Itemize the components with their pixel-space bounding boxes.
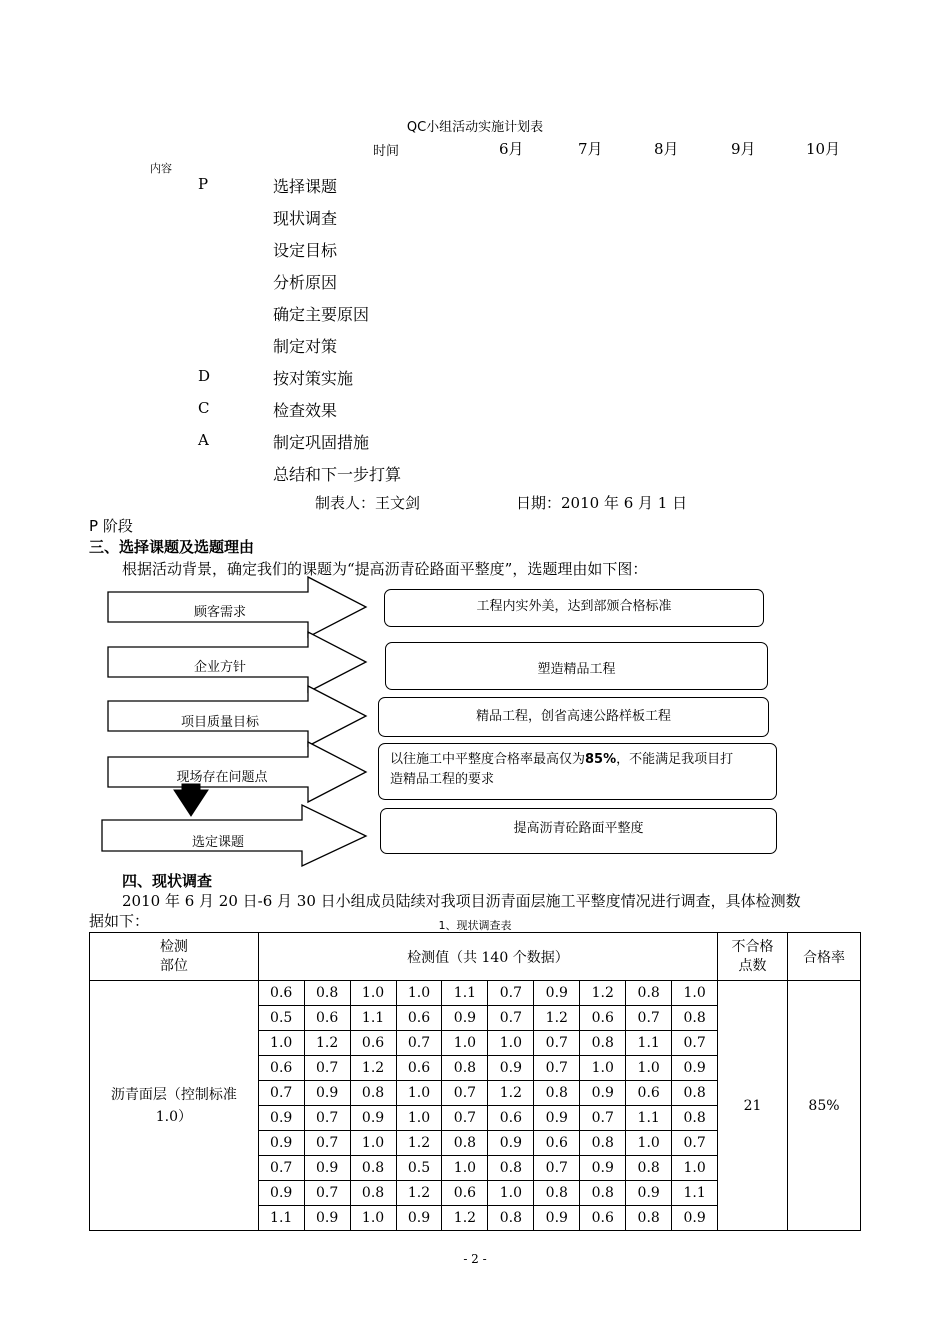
- survey-table: [89, 932, 861, 1231]
- value-cell: 0.9: [304, 1081, 350, 1106]
- value-cell: 0.8: [580, 1031, 626, 1056]
- value-cell: 0.5: [258, 1006, 304, 1031]
- value-cell: 0.9: [672, 1206, 718, 1231]
- value-cell: 0.6: [304, 1006, 350, 1031]
- value-cell: 0.7: [258, 1081, 304, 1106]
- step-8: 检查效果: [273, 401, 338, 420]
- value-cell: 0.9: [534, 1206, 580, 1231]
- section-p-heading: P 阶段: [89, 517, 133, 535]
- value-cell: 0.6: [534, 1131, 580, 1156]
- value-cell: 0.6: [488, 1106, 534, 1131]
- value-cell: 1.0: [672, 1156, 718, 1181]
- value-cell: 1.1: [626, 1106, 672, 1131]
- value-cell: 1.0: [258, 1031, 304, 1056]
- value-cell: 0.8: [350, 1181, 396, 1206]
- value-cell: 0.7: [396, 1031, 442, 1056]
- value-cell: 0.9: [258, 1181, 304, 1206]
- month-6: 6月: [499, 140, 524, 158]
- value-cell: 0.8: [534, 1081, 580, 1106]
- value-cell: 0.6: [350, 1031, 396, 1056]
- value-cell: 0.9: [258, 1131, 304, 1156]
- table-caption: 1、现状调查表: [438, 919, 512, 932]
- value-cell: 0.7: [442, 1106, 488, 1131]
- value-cell: 1.0: [626, 1131, 672, 1156]
- reason-box-3: [378, 697, 769, 737]
- arrow-label-topic: 选定课题: [191, 835, 244, 850]
- phase-c: C: [198, 399, 210, 417]
- value-cell: 0.8: [488, 1206, 534, 1231]
- step-6: 制定对策: [273, 337, 338, 356]
- value-cell: 0.7: [304, 1131, 350, 1156]
- pass-rate-cell: 85%: [787, 981, 860, 1231]
- table-header-row: [90, 933, 861, 981]
- value-cell: 0.8: [350, 1081, 396, 1106]
- value-cell: 1.0: [580, 1056, 626, 1081]
- value-cell: 0.7: [488, 1006, 534, 1031]
- value-cell: 0.7: [534, 1031, 580, 1056]
- value-cell: 0.9: [488, 1056, 534, 1081]
- value-cell: 1.0: [350, 1206, 396, 1231]
- header-pass-rate: 合格率: [787, 933, 860, 981]
- value-cell: 0.9: [304, 1206, 350, 1231]
- value-cell: 0.7: [442, 1081, 488, 1106]
- value-cell: 1.0: [396, 1106, 442, 1131]
- value-cell: 0.8: [626, 1206, 672, 1231]
- value-cell: 0.9: [534, 981, 580, 1006]
- value-cell: 0.8: [442, 1131, 488, 1156]
- value-cell: 0.6: [442, 1181, 488, 1206]
- value-cell: 0.9: [396, 1206, 442, 1231]
- value-cell: 1.2: [304, 1031, 350, 1056]
- value-cell: 0.7: [304, 1181, 350, 1206]
- step-2: 现状调查: [273, 209, 338, 228]
- value-cell: 0.8: [580, 1131, 626, 1156]
- section4-para-line1: 2010 年 6 月 20 日-6 月 30 日小组成员陆续对我项目沥青面层施工平整度情况进行调查，具体检测数: [122, 892, 801, 910]
- value-cell: 0.7: [626, 1006, 672, 1031]
- reason-box-1: [384, 589, 764, 627]
- reason-box-2-text: 塑造精品工程: [537, 662, 616, 677]
- header-values: 检测值（共 140 个数据）: [258, 933, 717, 981]
- value-cell: 0.7: [534, 1056, 580, 1081]
- value-cell: 0.8: [534, 1181, 580, 1206]
- arrow-label-quality: 项目质量目标: [180, 715, 259, 730]
- reason-box-4-line1: 以往施工中平整度合格率最高仅为85%，不能满足我项目打: [390, 752, 734, 767]
- value-cell: 0.8: [350, 1156, 396, 1181]
- value-cell: 0.8: [626, 981, 672, 1006]
- page-number: - 2 -: [463, 1252, 487, 1266]
- value-cell: 0.7: [672, 1131, 718, 1156]
- value-cell: 1.0: [626, 1056, 672, 1081]
- reason-box-4-line2: 造精品工程的要求: [390, 772, 495, 787]
- value-cell: 1.0: [442, 1031, 488, 1056]
- phase-d: D: [198, 367, 211, 385]
- section3-heading: 三、选择课题及选题理由: [89, 538, 255, 556]
- value-cell: 0.8: [304, 981, 350, 1006]
- table-row: [90, 981, 861, 1006]
- value-cell: 0.8: [442, 1056, 488, 1081]
- step-4: 分析原因: [273, 273, 338, 292]
- value-cell: 0.8: [672, 1006, 718, 1031]
- value-cell: 0.9: [304, 1156, 350, 1181]
- value-cell: 1.2: [396, 1181, 442, 1206]
- value-cell: 1.0: [350, 1131, 396, 1156]
- value-cell: 1.0: [442, 1156, 488, 1181]
- reason-box-1-text: 工程内实外美，达到部颁合格标准: [476, 599, 672, 614]
- arrow-label-customer: 顾客需求: [193, 605, 246, 620]
- content-label: 内容: [150, 162, 172, 175]
- value-cell: 0.9: [350, 1106, 396, 1131]
- value-cell: 0.6: [396, 1056, 442, 1081]
- fail-count-cell: 21: [718, 981, 788, 1231]
- header-fail-count: 不合格 点数: [718, 933, 788, 981]
- value-cell: 0.9: [626, 1181, 672, 1206]
- value-cell: 0.7: [488, 981, 534, 1006]
- step-7: 按对策实施: [273, 369, 354, 388]
- value-cell: 0.9: [672, 1056, 718, 1081]
- survey-table-body: [90, 981, 861, 1231]
- value-cell: 0.9: [442, 1006, 488, 1031]
- value-cell: 0.9: [258, 1106, 304, 1131]
- phase-a: A: [198, 431, 209, 449]
- section3-intro: 根据活动背景，确定我们的课题为“提高沥青砼路面平整度”，选题理由如下图：: [122, 560, 648, 578]
- value-cell: 0.6: [580, 1006, 626, 1031]
- step-1: 选择课题: [273, 177, 338, 196]
- phase-p: P: [198, 175, 209, 193]
- value-cell: 0.9: [534, 1106, 580, 1131]
- value-cell: 1.0: [350, 981, 396, 1006]
- step-3: 设定目标: [273, 241, 338, 260]
- month-7: 7月: [578, 140, 603, 158]
- value-cell: 0.7: [304, 1056, 350, 1081]
- value-cell: 1.2: [350, 1056, 396, 1081]
- reason-box-3-text: 精品工程，创省高速公路样板工程: [475, 709, 671, 724]
- value-cell: 1.1: [442, 981, 488, 1006]
- value-cell: 0.7: [672, 1031, 718, 1056]
- reason-box-2: [385, 642, 768, 690]
- value-cell: 0.8: [626, 1156, 672, 1181]
- time-label: 时间: [373, 144, 400, 159]
- section4-para-line2: 据如下：: [89, 912, 150, 930]
- value-cell: 0.7: [258, 1156, 304, 1181]
- value-cell: 1.0: [488, 1181, 534, 1206]
- value-cell: 0.8: [488, 1156, 534, 1181]
- value-cell: 1.1: [672, 1181, 718, 1206]
- value-cell: 1.1: [626, 1031, 672, 1056]
- value-cell: 0.7: [580, 1106, 626, 1131]
- value-cell: 0.8: [580, 1181, 626, 1206]
- value-cell: 1.2: [396, 1131, 442, 1156]
- step-10: 总结和下一步打算: [273, 465, 402, 484]
- value-cell: 1.0: [488, 1031, 534, 1056]
- value-cell: 0.7: [304, 1106, 350, 1131]
- value-cell: 0.9: [580, 1156, 626, 1181]
- value-cell: 0.6: [580, 1206, 626, 1231]
- step-5: 确定主要原因: [273, 305, 370, 324]
- month-9: 9月: [731, 140, 756, 158]
- value-cell: 1.1: [258, 1206, 304, 1231]
- plan-title: QC小组活动实施计划表: [406, 120, 544, 135]
- arrow-label-policy: 企业方针: [193, 660, 246, 675]
- value-cell: 0.6: [396, 1006, 442, 1031]
- value-cell: 1.2: [534, 1006, 580, 1031]
- maker: 制表人：王文剑: [315, 494, 421, 512]
- value-cell: 1.2: [442, 1206, 488, 1231]
- reason-box-5: [380, 808, 777, 854]
- value-cell: 1.0: [396, 981, 442, 1006]
- reason-box-5-text: 提高沥青砼路面平整度: [513, 821, 644, 836]
- month-10: 10月: [806, 140, 841, 158]
- value-cell: 1.1: [350, 1006, 396, 1031]
- plan-date: 日期：2010 年 6 月 1 日: [516, 494, 688, 512]
- value-cell: 0.7: [534, 1156, 580, 1181]
- value-cell: 0.9: [580, 1081, 626, 1106]
- value-cell: 0.6: [626, 1081, 672, 1106]
- step-9: 制定巩固措施: [273, 433, 370, 452]
- value-cell: 0.9: [488, 1131, 534, 1156]
- value-cell: 0.8: [672, 1081, 718, 1106]
- location-cell: 沥青面层（控制标准 1.0）: [90, 981, 259, 1231]
- value-cell: 1.2: [580, 981, 626, 1006]
- value-cell: 1.2: [488, 1081, 534, 1106]
- value-cell: 0.8: [672, 1106, 718, 1131]
- header-location: 检测 部位: [90, 933, 259, 981]
- value-cell: 1.0: [672, 981, 718, 1006]
- down-arrow-icon: [174, 784, 208, 816]
- value-cell: 0.5: [396, 1156, 442, 1181]
- value-cell: 0.6: [258, 1056, 304, 1081]
- rate-85-highlight: 85%: [585, 752, 617, 767]
- value-cell: 0.6: [258, 981, 304, 1006]
- month-8: 8月: [654, 140, 679, 158]
- arrow-label-problem: 现场存在问题点: [176, 770, 268, 785]
- value-cell: 1.0: [396, 1081, 442, 1106]
- section4-heading: 四、现状调查: [122, 872, 213, 890]
- reason-box-4: [378, 743, 777, 800]
